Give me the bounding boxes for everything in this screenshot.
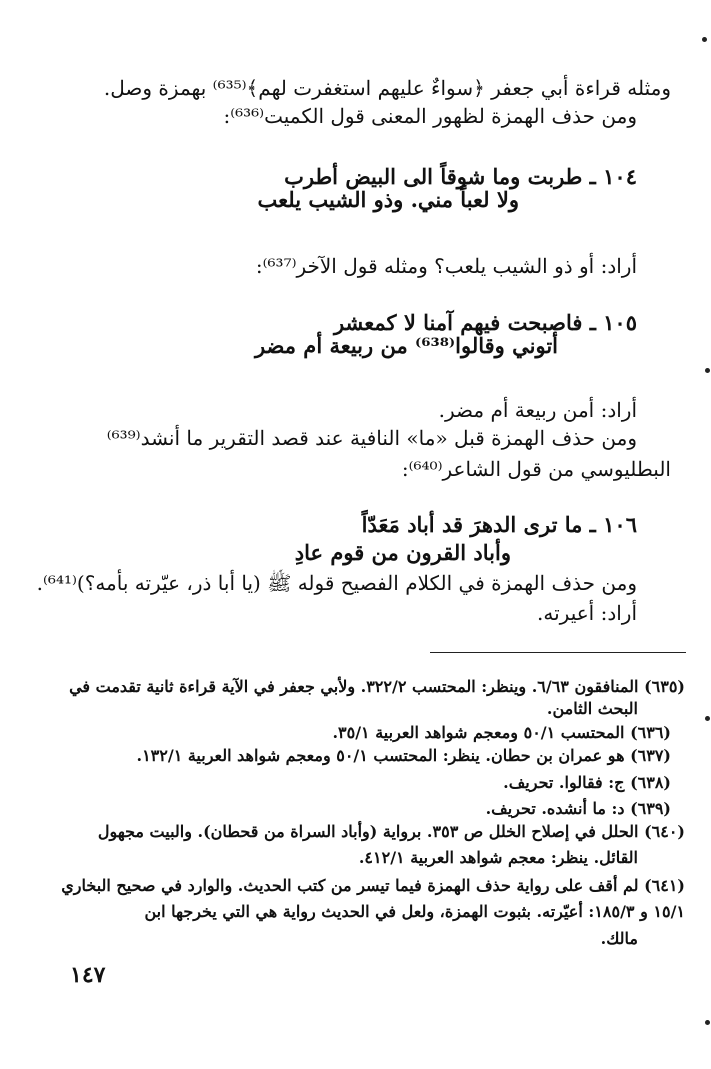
edge-mark-middle-2	[705, 716, 710, 721]
page-number: ١٤٧	[70, 962, 106, 988]
verse-105-second-hemistich: أتوني وقالوا⁽⁶³⁸⁾ من ربيعة أم مضر	[254, 333, 558, 358]
paragraph-murad-104: أراد: أو ذو الشيب يلعب؟ ومثله قول الآخر⁽⁶³⁷⁾:	[255, 254, 637, 278]
paragraph-murad-105: أراد: أمن ربيعة أم مضر.	[438, 398, 637, 422]
footnote-641: (٦٤١) لم أقف على رواية حذف الهمزة فيما تيسر من كتب الحديث. والوارد في صحيح البخاري	[61, 876, 685, 895]
footnote-635: (٦٣٥) المنافقون ٦/٦٣. وينظر: المحتسب ٣٢٢/٢. ولأبي جعفر في الآية قراءة ثانية تقدمت في	[69, 677, 685, 696]
paragraph-qiraa: ومثله قراءة أبي جعفر ﴿سواءٌ عليهم استغفرت لهم﴾⁽⁶³⁵⁾ بهمزة وصل.	[103, 76, 671, 100]
verse-104-first-hemistich: ١٠٤ ـ طربت وما شوقاً الى البيض أطرب	[284, 164, 637, 189]
edge-mark-bottom	[705, 1020, 710, 1025]
footnote-640: (٦٤٠) الحلل في إصلاح الخلل ص ٣٥٣. برواية (وأباد السراة من قحطان). والبيت مجهول	[97, 822, 685, 841]
verse-104-second-hemistich: ولا لعباً مني. وذو الشيب يلعب	[257, 187, 519, 212]
verse-105-first-hemistich: ١٠٥ ـ فاصبحت فيهم آمنا لا كمعشر	[333, 310, 637, 335]
edge-mark-top	[702, 37, 707, 42]
paragraph-kumayt-intro: ومن حذف الهمزة لظهور المعنى قول الكميت⁽⁶³⁶⁾:	[223, 104, 637, 128]
verse-106-first-hemistich: ١٠٦ ـ ما ترى الدهرَ قد أباد مَعَدّاً	[361, 512, 637, 537]
paragraph-hadith: ومن حذف الهمزة في الكلام الفصيح قوله ﷺ (يا أبا ذر، عيّرته بأمه؟)⁽⁶⁴¹⁾.	[36, 571, 637, 595]
footnote-637: (٦٣٧) هو عمران بن حطان. ينظر: المحتسب ٥٠/١ ومعجم شواهد العربية ١٣٢/١.	[136, 746, 671, 765]
footnote-636: (٦٣٦) المحتسب ٥٠/١ ومعجم شواهد العربية ٣٥/١.	[332, 723, 671, 742]
paragraph-murad-hadith: أراد: أعيرته.	[537, 601, 637, 625]
footnote-641-cont-2: مالك.	[600, 929, 638, 948]
edge-mark-middle-1	[705, 368, 710, 373]
footnote-640-cont: القائل. ينظر: معجم شواهد العربية ٤١٢/١.	[358, 848, 638, 867]
footnote-separator	[430, 652, 686, 653]
verse-106-second-hemistich: وأباد القرون من قوم عادِ	[294, 540, 511, 565]
paragraph-batalyawsi: البطليوسي من قول الشاعر⁽⁶⁴⁰⁾:	[401, 457, 671, 481]
footnote-635-cont: البحث الثامن.	[546, 699, 638, 718]
footnote-638: (٦٣٨) ج: فقالوا. تحريف.	[503, 773, 671, 792]
footnote-641-cont-1: ١٥/١ و ١٨٥/٣: أعيّرته. بثبوت الهمزة، ولعل في الحديث رواية هي التي يخرجها ابن	[144, 902, 685, 921]
footnote-639: (٦٣٩) د: ما أنشده. تحريف.	[485, 799, 671, 818]
paragraph-ma-nafiya: ومن حذف الهمزة قبل «ما» النافية عند قصد التقرير ما أنشد⁽⁶³⁹⁾	[106, 426, 637, 450]
